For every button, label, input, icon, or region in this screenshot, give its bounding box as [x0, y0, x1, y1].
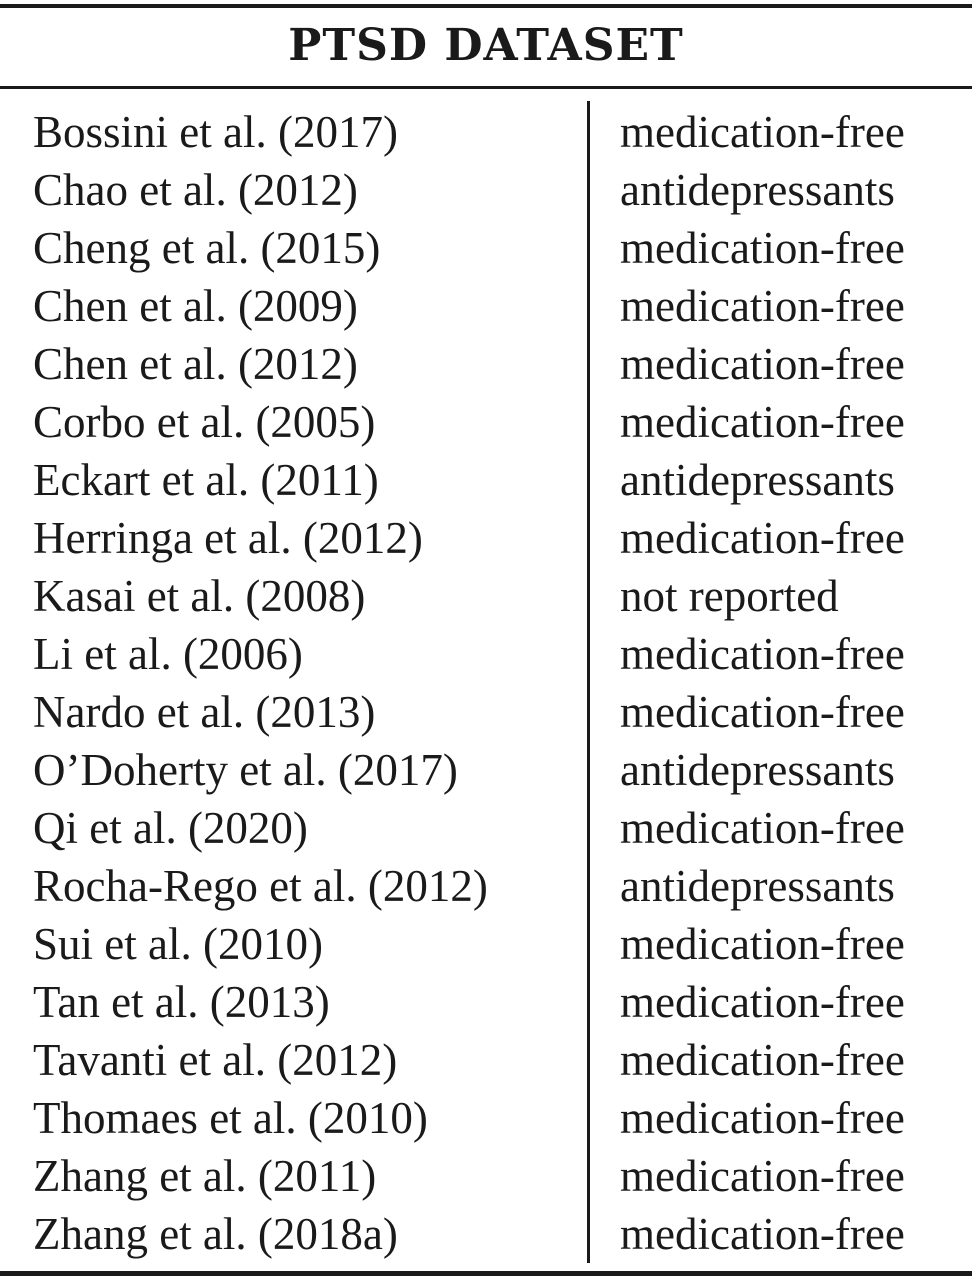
- medication-cell: antidepressants: [620, 165, 895, 215]
- medication-cell: medication-free: [620, 919, 905, 969]
- table-row: [0, 103, 972, 161]
- study-cell: Qi et al. (2020): [33, 803, 308, 853]
- table-row: [0, 625, 972, 683]
- medication-cell: antidepressants: [620, 861, 895, 911]
- study-cell: Tan et al. (2013): [33, 977, 330, 1027]
- study-cell: Kasai et al. (2008): [33, 571, 366, 621]
- study-cell: Li et al. (2006): [33, 629, 303, 679]
- table-row: [0, 1089, 972, 1147]
- study-cell: Zhang et al. (2011): [33, 1151, 377, 1201]
- medication-cell: antidepressants: [620, 455, 895, 505]
- study-cell: Corbo et al. (2005): [33, 397, 376, 447]
- table-row: [0, 509, 972, 567]
- medication-cell: medication-free: [620, 687, 905, 737]
- table-body: [0, 103, 972, 1263]
- medication-cell: medication-free: [620, 803, 905, 853]
- table-row: [0, 451, 972, 509]
- medication-cell: medication-free: [620, 629, 905, 679]
- table-row: [0, 219, 972, 277]
- table-top-rule: [0, 4, 972, 8]
- medication-cell: medication-free: [620, 513, 905, 563]
- table-row: [0, 915, 972, 973]
- table-row: [0, 683, 972, 741]
- table-row: [0, 973, 972, 1031]
- study-cell: Zhang et al. (2018a): [33, 1209, 398, 1259]
- medication-cell: medication-free: [620, 223, 905, 273]
- table-row: [0, 857, 972, 915]
- study-cell: Nardo et al. (2013): [33, 687, 376, 737]
- study-cell: Rocha-Rego et al. (2012): [33, 861, 488, 911]
- medication-cell: medication-free: [620, 397, 905, 447]
- medication-cell: medication-free: [620, 1093, 905, 1143]
- study-cell: Cheng et al. (2015): [33, 223, 381, 273]
- table-title: PTSD DATASET: [288, 20, 684, 71]
- medication-cell: antidepressants: [620, 745, 895, 795]
- table-row: [0, 741, 972, 799]
- table-row: [0, 799, 972, 857]
- medication-cell: medication-free: [620, 1151, 905, 1201]
- medication-cell: medication-free: [620, 977, 905, 1027]
- table-header-rule: [0, 86, 972, 89]
- study-cell: Thomaes et al. (2010): [33, 1093, 428, 1143]
- study-cell: Tavanti et al. (2012): [33, 1035, 398, 1085]
- table-row: [0, 1147, 972, 1205]
- study-cell: Sui et al. (2010): [33, 919, 323, 969]
- table-row: [0, 1205, 972, 1263]
- table-row: [0, 1031, 972, 1089]
- medication-cell: medication-free: [620, 339, 905, 389]
- study-cell: O’Doherty et al. (2017): [33, 745, 458, 795]
- study-cell: Bossini et al. (2017): [33, 107, 398, 157]
- study-cell: Chao et al. (2012): [33, 165, 358, 215]
- medication-cell: medication-free: [620, 1035, 905, 1085]
- table-row: [0, 393, 972, 451]
- study-cell: Eckart et al. (2011): [33, 455, 379, 505]
- study-cell: Chen et al. (2012): [33, 339, 358, 389]
- table-row: [0, 277, 972, 335]
- table-row: [0, 335, 972, 393]
- medication-cell: medication-free: [620, 281, 905, 331]
- table-row: [0, 567, 972, 625]
- medication-cell: not reported: [620, 571, 839, 621]
- medication-cell: medication-free: [620, 107, 905, 157]
- medication-cell: medication-free: [620, 1209, 905, 1259]
- study-cell: Herringa et al. (2012): [33, 513, 423, 563]
- table-bottom-rule: [0, 1271, 972, 1276]
- table-row: [0, 161, 972, 219]
- study-cell: Chen et al. (2009): [33, 281, 358, 331]
